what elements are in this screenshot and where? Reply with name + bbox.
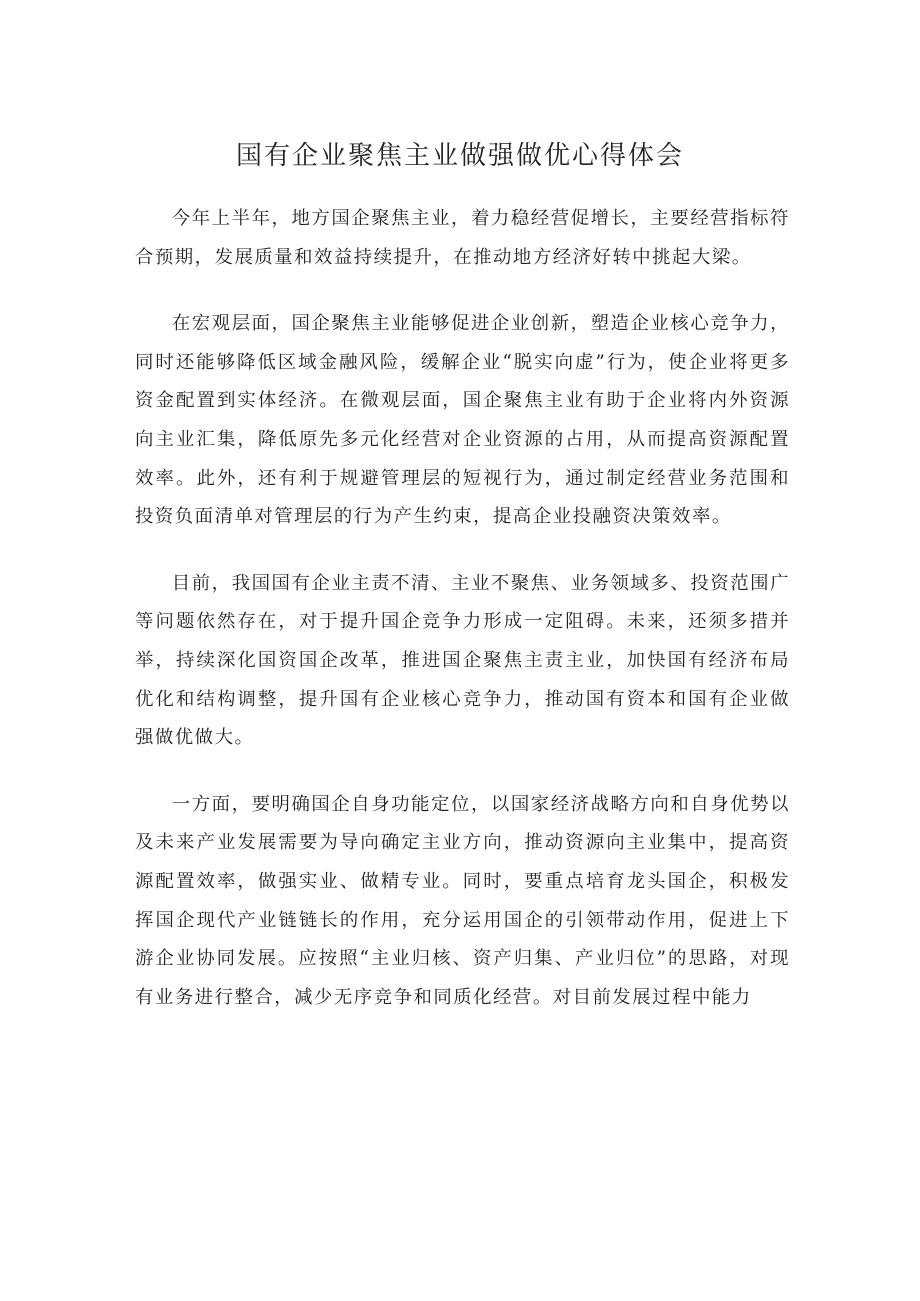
paragraph-3: 目前，我国国有企业主责不清、主业不聚焦、业务领域多、投资范围广等问题依然存在，对于提升国企竞争力形成一定阻碍。未来，还须多措并举，持续深化国资国企改革，推进国企聚焦主责主业，加快国有经济布局优化和结构调整，提升国有企业核心竞争力，推动国有资本和国有企业做强做优做大。 bbox=[135, 572, 790, 749]
document-body bbox=[135, 200, 790, 1017]
paragraph-4: 一方面，要明确国企自身功能定位，以国家经济战略方向和自身优势以及未来产业发展需要为导向确定主业方向，推动资源向主业集中，提高资源配置效率，做强实业、做精专业。同时，要重点培育龙头国企，积极发挥国企现代产业链链长的作用，充分运用国企的引领带动作用，促进上下游企业协同发展。应按照“主业归核、资产归集、产业归位”的思路，对现有业务进行整合，减少无序竞争和同质化经营。对目前发展过程中能力 bbox=[135, 793, 790, 1008]
paragraph-2: 在宏观层面，国企聚焦主业能够促进企业创新，塑造企业核心竞争力，同时还能够降低区域金融风险，缓解企业“脱实向虚”行为，使企业将更多资金配置到实体经济。在微观层面，国企聚焦主业有助于企业将内外资源向主业汇集，降低原先多元化经营对企业资源的占用，从而提高资源配置效率。此外，还有利于规避管理层的短视行为，通过制定经营业务范围和投资负面清单对管理层的行为产生约束，提高企业投融资决策效率。 bbox=[135, 313, 790, 528]
paragraph-1: 今年上半年，地方国企聚焦主业，着力稳经营促增长，主要经营指标符合预期，发展质量和效益持续提升，在推动地方经济好转中挑起大梁。 bbox=[135, 208, 790, 268]
document-title: 国有企业聚焦主业做强做优心得体会 bbox=[235, 141, 684, 171]
